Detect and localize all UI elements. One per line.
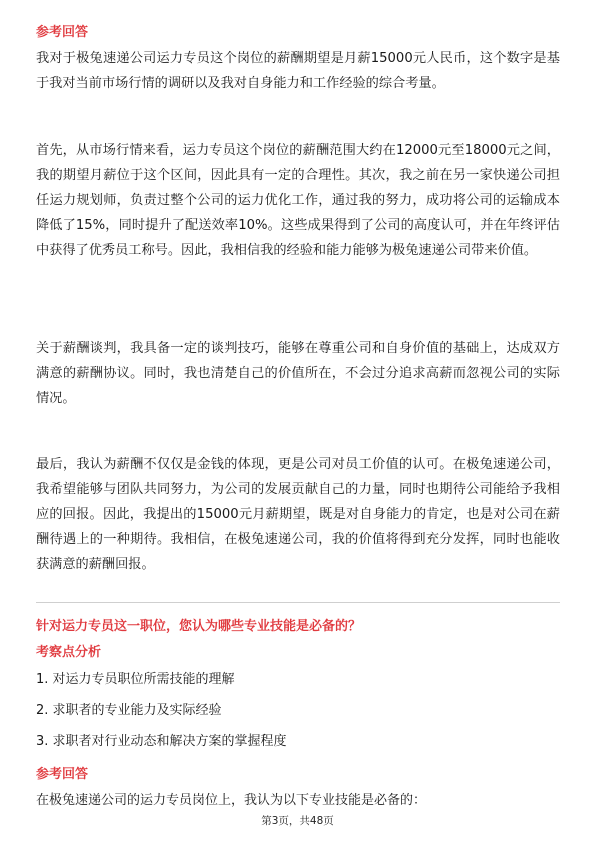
answer-heading: 参考回答 — [36, 25, 89, 40]
answer-paragraph-3: 关于薪酬谈判，我具备一定的谈判技巧，能够在尊重公司和自身价值的基础上，达成双方满意的薪酬协议。同时，我也清楚自己的价值所在，不会过分追求高薪而忽视公司的实际情况。 — [36, 341, 560, 406]
answer-paragraph-1: 我对于极兔速递公司运力专员这个岗位的薪酬期望是月薪15000元人民币，这个数字是基于我对当前市场行情的调研以及我对自身能力和工作经验的综合考量。 — [36, 51, 560, 91]
analysis-heading: 考察点分析 — [36, 645, 102, 660]
answer-paragraph-2: 首先，从市场行情来看，运力专员这个岗位的薪酬范围大约在12000元至18000元之间，我的期望月薪位于这个区间，因此具有一定的合理性。其次，我之前在另一家快递公司担任运力规划师，负责过整个公司的运力优化工作，通过我的努力，成功将公司的运输成本降低了15%，同时提升了配送效率10%。这些成果得到了公司的高度认可，并在年终评估中获得了优秀员工称号。因此，我相信我的经验和能力能够为极兔速递公司带来价值。 — [36, 143, 560, 258]
answer-intro-text: 在极兔速递公司的运力专员岗位上，我认为以下专业技能是必备的： — [36, 793, 427, 808]
analysis-item-3: 3. 求职者对行业动态和解决方案的掌握程度 — [36, 734, 287, 749]
answer-paragraph-4: 最后，我认为薪酬不仅仅是金钱的体现，更是公司对员工价值的认可。在极兔速递公司，我希望能够与团队共同努力，为公司的发展贡献自己的力量，同时也期待公司能给予我相应的回报。因此，我提出的15000元月薪期望，既是对自身能力的肯定，也是对公司在薪酬待遇上的一种期待。我相信，在极兔速递公司，我的价值将得到充分发挥，同时也能收获满意的薪酬回报。 — [36, 457, 560, 572]
section-divider — [36, 602, 560, 603]
analysis-item-2: 2. 求职者的专业能力及实际经验 — [36, 703, 222, 718]
analysis-item-1: 1. 对运力专员职位所需技能的理解 — [36, 672, 235, 687]
page-number: 第3页，共48页 — [261, 815, 334, 827]
answer-heading-2: 参考回答 — [36, 767, 89, 782]
question-heading: 针对运力专员这一职位，您认为哪些专业技能是必备的？ — [36, 619, 362, 634]
